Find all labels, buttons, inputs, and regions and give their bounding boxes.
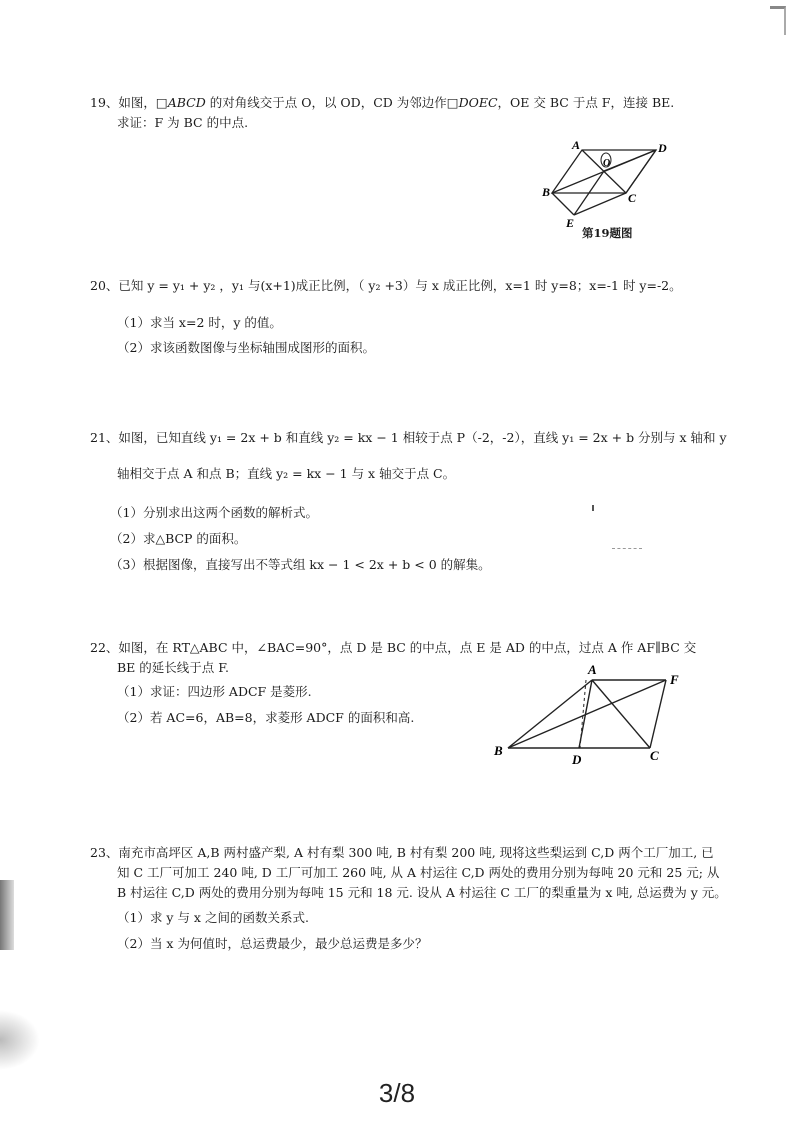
q19-figure-caption: 第19题图 <box>582 226 633 240</box>
q23-number: 23、 <box>90 845 119 860</box>
q22-part2: （2）若 AC=6，AB=8，求菱形 ADCF 的面积和高. <box>117 710 415 725</box>
q22-figure <box>490 662 690 770</box>
q19-label-a: A <box>572 138 581 152</box>
q21-part2: （2）求△BCP 的面积。 <box>110 531 247 546</box>
q19-segment-be <box>552 193 574 215</box>
q21-line1: 21、如图，已知直线 y₁ = 2x + b 和直线 y₂ = kx − 1 相较于点 P（-2，-2），直线 y₁ = 2x + b 分别与 x 轴和 y <box>90 430 727 445</box>
q21-number: 21、 <box>90 430 119 445</box>
scan-corner-mark <box>770 6 786 35</box>
q22-number: 22、 <box>90 640 119 655</box>
page-number: 3/8 <box>378 1078 416 1108</box>
q23-line2: 知 C 工厂可加工 240 吨, D 工厂可加工 260 吨, 从 A 村运往 C,D 两处的费用分别为每吨 20 元和 25 元; 从 <box>117 865 720 880</box>
q22-label-c: C <box>650 748 659 763</box>
q22-label-d: D <box>572 752 582 767</box>
q22-line2: BE 的延长线于点 F. <box>117 660 229 675</box>
q22-label-b: B <box>494 743 503 758</box>
q22-segment-ba <box>508 680 592 748</box>
scan-speck <box>592 505 594 511</box>
q23-part2: （2）当 x 为何值时，总运费最少，最少总运费是多少？ <box>117 936 428 951</box>
q19-label-e: E <box>566 216 575 230</box>
q21-line2: 轴相交于点 A 和点 B；直线 y₂ = kx − 1 与 x 轴交于点 C。 <box>117 466 456 481</box>
q22-label-f: F <box>670 672 679 687</box>
q20-part1: （1）求当 x=2 时，y 的值。 <box>117 315 282 330</box>
scan-smudge <box>612 548 642 559</box>
scan-left-shadow <box>0 880 14 950</box>
q19-number: 19、 <box>90 95 119 110</box>
q20-part2: （2）求该函数图像与坐标轴围成图形的面积。 <box>117 340 375 355</box>
q22-segment-be-extended <box>508 680 666 748</box>
q22-line1: 22、如图，在 RT△ABC 中，∠BAC=90°，点 D 是 BC 的中点，点 E 是 AD 的中点，过点 A 作 AF∥BC 交 <box>90 640 697 655</box>
q21-part1: （1）分别求出这两个函数的解析式。 <box>110 505 318 520</box>
q19-label-o: O <box>603 158 611 169</box>
q21-part3: （3）根据图像，直接写出不等式组 kx − 1 < 2x + b < 0 的解集。 <box>110 557 491 572</box>
q19-figure <box>540 138 680 230</box>
q19-line2: 求证：F 为 BC 的中点. <box>117 115 249 130</box>
q20-number: 20、 <box>90 278 119 293</box>
q23-line1: 23、南充市高坪区 A,B 两村盛产梨, A 村有梨 300 吨, B 村有梨 200 吨, 现将这些梨运到 C,D 两个工厂加工, 已 <box>90 845 714 860</box>
scan-left-curl <box>0 1010 40 1070</box>
q19-line1: 19、如图，□ABCD 的对角线交于点 O，以 OD，CD 为邻边作□DOEC，OE 交 BC 于点 F，连接 BE. <box>90 95 675 110</box>
q23-line3: B 村运往 C,D 两处的费用分别为每吨 15 元和 18 元. 设从 A 村运往 C 工厂的梨重量为 x 吨, 总运费为 y 元。 <box>117 885 727 900</box>
q22-label-a: A <box>588 662 597 677</box>
q22-segment-cf <box>650 680 666 748</box>
q19-label-c: C <box>628 191 637 205</box>
q23-part1: （1）求 y 与 x 之间的函数关系式. <box>117 910 309 925</box>
q20-stem: 20、已知 y = y₁ + y₂ ，y₁ 与(x+1)成正比例，（ y₂ +3）与 x 成正比例，x=1 时 y=8；x=-1 时 y=-2。 <box>90 278 682 293</box>
q22-part1: （1）求证：四边形 ADCF 是菱形. <box>117 684 312 699</box>
q19-label-d: D <box>658 141 667 155</box>
q19-label-b: B <box>542 185 551 199</box>
